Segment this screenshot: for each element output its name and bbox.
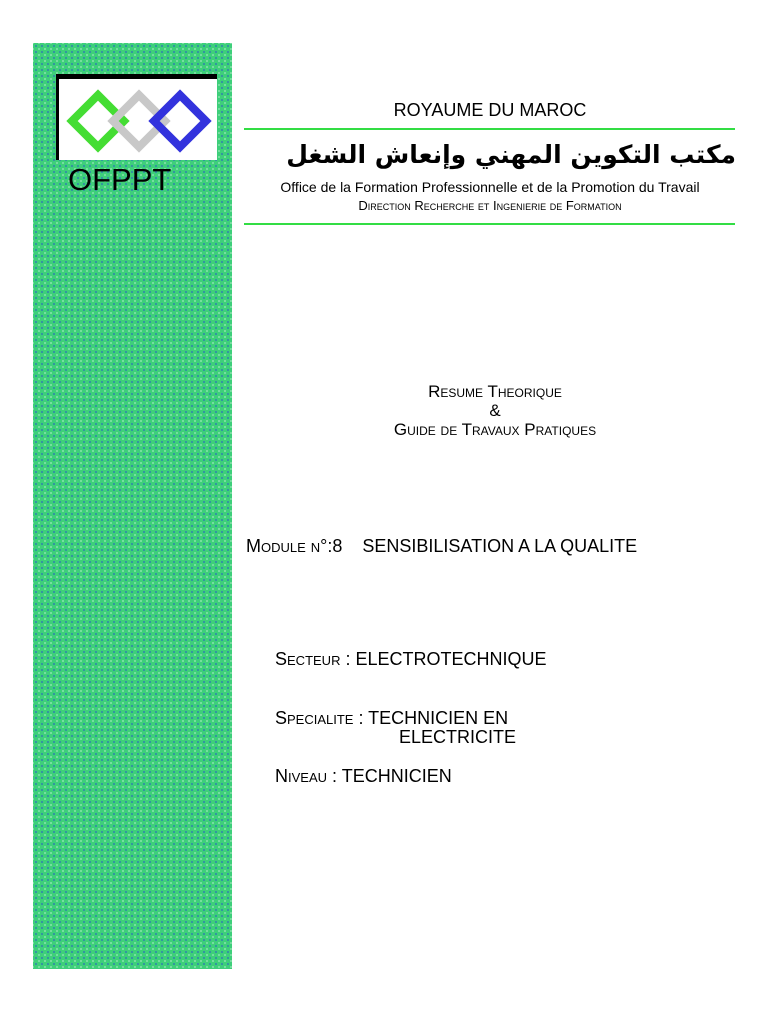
module-title: SENSIBILISATION A LA QUALITE	[362, 536, 638, 556]
document-type-line-1: Resume Theorique	[428, 382, 562, 401]
niveau-line	[275, 766, 452, 787]
secteur-value: ELECTROTECHNIQUE	[355, 649, 547, 669]
arabic-organization-name: مكتب التكوين المهني وإنعاش الشغل	[286, 140, 736, 169]
module-heading	[246, 536, 637, 557]
divider-top	[244, 128, 735, 130]
direction-name: Direction Recherche et Ingenierie de Formation	[358, 198, 622, 213]
country-title: ROYAUME DU MAROC	[393, 100, 587, 120]
specialite-line	[275, 708, 508, 729]
specialite-value: TECHNICIEN EN	[368, 708, 509, 728]
document-type	[245, 382, 745, 439]
specialite-label: Specialite :	[275, 708, 364, 728]
ofppt-logo-icon	[65, 87, 215, 157]
document-type-line-3: Guide de Travaux Pratiques	[393, 420, 597, 439]
secteur-line	[275, 649, 547, 670]
niveau-label: Niveau :	[275, 766, 338, 786]
niveau-value: TECHNICIEN	[341, 766, 452, 786]
logo-text: OFPPT	[68, 162, 172, 197]
office-name: Office de la Formation Professionnelle et de la Promotion du Travail	[280, 179, 700, 195]
module-label: Module n°:8	[246, 536, 343, 556]
secteur-label: Secteur :	[275, 649, 351, 669]
document-type-line-2: &	[489, 401, 501, 420]
divider-bottom	[244, 223, 735, 225]
specialite-value-continued: ELECTRICITE	[399, 727, 517, 747]
ofppt-logo	[56, 74, 217, 160]
